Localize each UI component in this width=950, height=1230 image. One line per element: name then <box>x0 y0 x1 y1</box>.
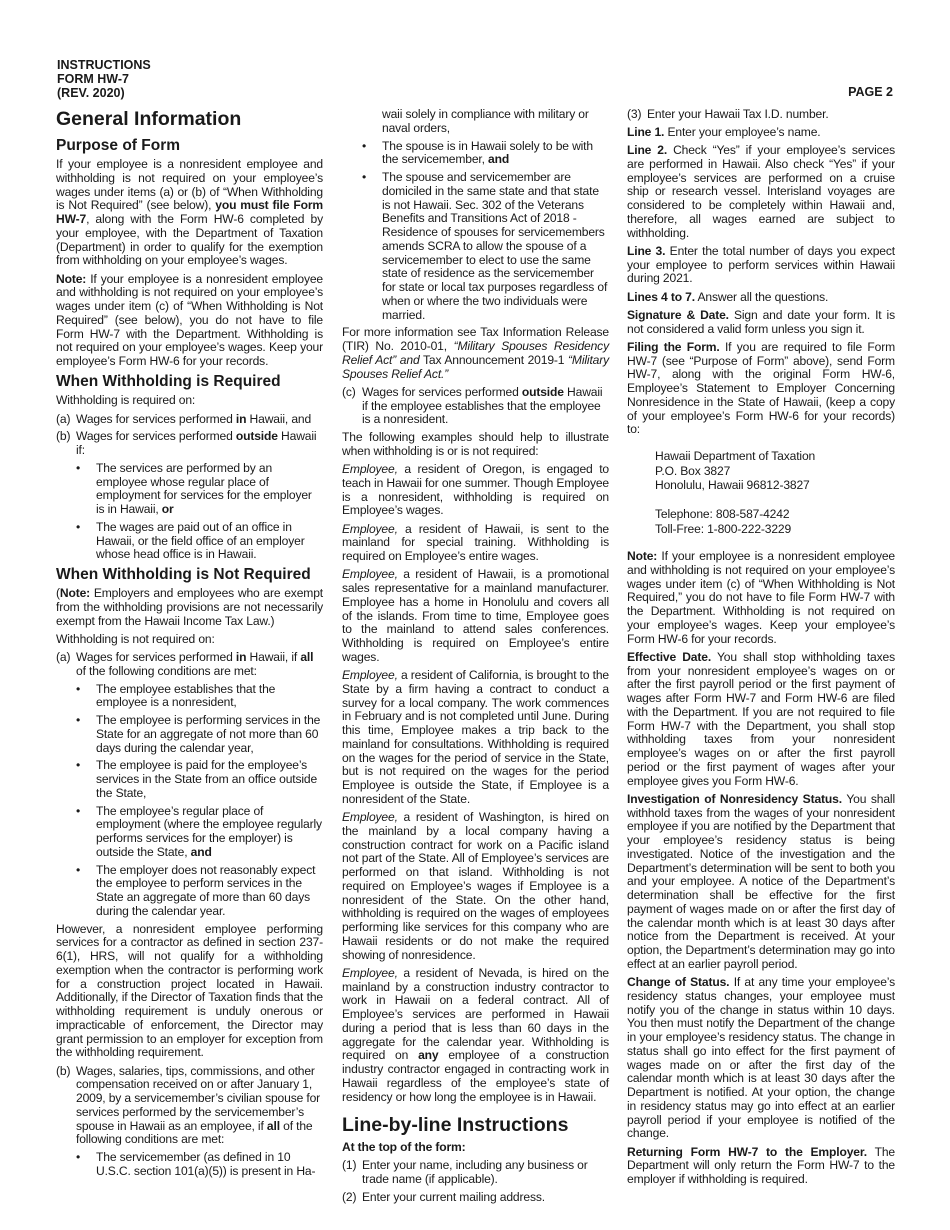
list-item: (2) Enter your current mailing address. <box>342 1189 545 1204</box>
line-1-instruction: Line 1. Enter your employee’s name. <box>627 124 821 139</box>
signature-instruction: Signature & Date. Sign and date your form. It is not considered a valid form unless you sign it. <box>627 307 895 336</box>
toll-free: Toll-Free: 1-800-222-3229 <box>655 521 792 536</box>
header-instructions: INSTRUCTIONS <box>57 58 151 72</box>
form-header <box>57 58 151 100</box>
change-of-status-paragraph: Change of Status. If at any time your employee’s residency status changes, your employee must notify you of the change in status within 10 days. You then must notify the Department of the change in your employee’s residency status. The change in status shall go into effect for the first payment of wages made on or after the first day of the calendar month which is at least 30 days after the Department is notified. At your option, the change in residency status may go into effect at an earlier payroll period if your employee is notified of the change. <box>627 975 895 1141</box>
column-3 <box>627 108 895 1191</box>
bullet-item: • The employee is paid for the employee’s services in the State from an office outside the State, <box>56 759 323 800</box>
example-paragraph: Employee, a resident of Hawaii, is a promotional sales representative for a mainland manufacturer. Employee has a home in Honolulu and covers all of the islands. From time to time, Employee goes to the mainland to attend sales conferences. Withholding is required on Employee’s entire wages. <box>342 567 609 664</box>
page-title: General Information <box>56 108 242 130</box>
example-paragraph: Employee, a resident of Nevada, is hired on the mainland by a construction industry contractor to work in Hawaii on a federal contract. All of Employee’s services are performed in Hawaii during a period that is less than 60 days in the aggregate for the calendar year. Withholding is required on any employee of a construction industry contractor engaged in contracting work in Hawaii regardless of the employee’s state of residency or how long the employee is in Hawaii. <box>342 965 609 1104</box>
bullet-continuation: waii solely in compliance with military or naval orders, <box>382 107 589 135</box>
list-item: (c) Wages for services performed outside Hawaii if the employee establishes that the employee is a nonresident. <box>342 384 603 427</box>
bullet-item: • The employer does not reasonably expect the employee to perform services in the State an aggregate of more than 60 days during the calendar year. <box>56 864 323 919</box>
header-form-number: FORM HW-7 <box>57 72 129 86</box>
list-item: (1) Enter your name, including any business or trade name (if applicable). <box>342 1158 588 1186</box>
column-2 <box>342 108 609 1208</box>
list-item: (3) Enter your Hawaii Tax I.D. number. <box>627 107 829 121</box>
purpose-heading: Purpose of Form <box>56 137 181 154</box>
withholding-required-heading: When Withholding is Required <box>56 373 281 391</box>
mailing-address <box>655 449 895 536</box>
telephone: Telephone: 808-587-4242 <box>655 507 790 521</box>
filing-instruction: Filing the Form. If you are required to file Form HW-7 (see “Purpose of Form” above), send Form HW-7, along with the original Form HW-6, Employee’s Statement to Employer Concerning Nonresidence in the State of Hawaii, (keep a copy of your employee’s Form HW-6 for your records) to: <box>627 339 895 437</box>
contractor-paragraph: However, a nonresident employee performing services for a contractor as defined in section 237-6(1), HRS, will not qualify for a withholding exemption when the contractor is performing work for a construction project located in Hawaii. Additionally, if the Director of Taxation finds that the withholding requirement is unduly onerous or impracticable of enforcement, the Director may grant permission to an employer for exception from the withholding requirement. <box>56 921 323 1060</box>
bullet-item: • The servicemember (as defined in 10 U.S.C. section 101(a)(5)) is present in Ha- <box>56 1151 323 1179</box>
bullet-item: • The spouse is in Hawaii solely to be with the servicemember, and <box>342 140 609 168</box>
list-item: (a) Wages for services performed in Hawaii, and <box>56 411 312 426</box>
address-line: Hawaii Department of Taxation <box>655 449 816 463</box>
example-paragraph: Employee, a resident of Hawaii, is sent to the mainland for special training. Withholding is required on Employee’s entire wages. <box>342 521 609 563</box>
withholding-not-required-intro: Withholding is not required on: <box>56 631 215 646</box>
bullet-item: • The wages are paid out of an office in Hawaii, or the field office of an employer whose head office is in Hawaii. <box>56 521 323 562</box>
withholding-required-intro: Withholding is required on: <box>56 393 196 408</box>
bullet-item: • The employee is performing services in the State for an aggregate of not more than 60 days during the calendar year, <box>56 714 323 755</box>
bullet-item: • The services are performed by an employee whose regular place of employment for services for the employer is in Hawaii, or <box>56 462 323 517</box>
purpose-paragraph: If your employee is a nonresident employee and withholding is not required on your employee’s wages under items (a) or (b) of “When Withholding is Not Required” (see below), you must file Form HW-7, along with the Form HW-6 completed by your employee, with the Department of Taxation (Department) in order to qualify for the exemption from withholding on your employee’s wages. <box>56 157 323 268</box>
tir-paragraph: For more information see Tax Information Release (TIR) No. 2010-01, “Military Spouses Residency Relief Act” and Tax Announcement 2019-1 “Military Spouses Relief Act.” <box>342 325 610 381</box>
list-item: (a) Wages for services performed in Hawaii, if all of the following conditions are met: <box>56 650 314 678</box>
investigation-paragraph: Investigation of Nonresidency Status. You shall withhold taxes from the wages of your nonresident employee if you are notified by the Department that your employee’s residency status is being investigated. Notice of the investigation and the Department’s determination will be sent to both you and your employee. A notice of the Department’s determination shall be effective for the first payment of wages made on or after the first day of the calendar month which is at least 30 days after notice from the Department is received. At your option, the Department’s determination may go into effect at an earlier payroll period. <box>627 791 895 971</box>
top-of-form-heading: At the top of the form: <box>342 1140 466 1155</box>
bullet-item: • The employee establishes that the employee is a nonresident, <box>56 683 323 711</box>
bullet-item: • The spouse and servicemember are domiciled in the same state and that state is not Hawaii. Sec. 302 of the Veterans Benefits and Transitions Act of 2018 - Residence of spouses for servicemembers amends SCRA to allow the spouse of a servicemember to elect to use the same state of residence as the servicemember for state or local tax purposes regardless of when or where the two individuals were married. <box>342 171 609 322</box>
returning-form-paragraph: Returning Form HW-7 to the Employer. The Department will only return the Form HW-7 to the employer if withholding is required. <box>627 1144 895 1186</box>
bullet-item: • The employee’s regular place of employment (where the employee regularly performs services for the employer) is outside the State, and <box>56 805 323 860</box>
note-paragraph: Note: If your employee is a nonresident employee and withholding is not required on your employee’s wages under item (c) of “When Withholding is Not Required,” you do not have to file Form HW-7 with the Department. Withholding is not required on your employee’s wages. Keep your employee’s Form HW-6 for your records. <box>627 549 895 646</box>
address-line: Honolulu, Hawaii 96812-3827 <box>655 478 810 492</box>
address-line: P.O. Box 3827 <box>655 463 731 478</box>
lines-4-7-instruction: Lines 4 to 7. Answer all the questions. <box>627 289 829 304</box>
line-2-instruction: Line 2. Check “Yes” if your employee’s services are performed in Hawaii. Also check “Yes” if your employee’s services are performed on a cruise ship or research vessel. Interisland voyages are considered to be completely within Hawaii and, therefore, all wages earned are subject to withholding. <box>627 143 895 240</box>
purpose-note: Note: If your employee is a nonresident employee and withholding is not required on your employee’s wages under item (c) of “When Withholding is Not Required” (see below), you do not have to file Form HW-7 with the Department. Withholding is not required on your employee’s wages. Keep your employee’s Form HW-6 for your records. <box>56 271 323 368</box>
page-number: PAGE 2 <box>848 85 893 99</box>
column-1 <box>56 108 323 1183</box>
list-item: (b) Wages for services performed outside Hawaii if: <box>56 429 317 457</box>
line-3-instruction: Line 3. Enter the total number of days you expect your employee to perform services within Hawaii during 2021. <box>627 243 895 286</box>
example-paragraph: Employee, a resident of Oregon, is engaged to teach in Hawaii for one summer. Though Employee is a nonresident, withholding is required on Employee’s wages. <box>342 462 609 518</box>
withholding-not-required-heading: When Withholding is Not Required <box>56 566 311 583</box>
example-paragraph: Employee, a resident of Washington, is hired on the mainland by a local company having a construction contract for work on a Pacific island not part of the State. All of Employee’s services are performed on that island. Withholding is not required on Employee’s wages if Employee is a nonresident of the State. On the other hand, withholding is required on the wages of employees performing like services for this company who are Hawaii residents or do not make the required showing of nonresidence. <box>342 810 609 962</box>
list-item: (b) Wages, salaries, tips, commissions, and other compensation received on or after January 1, 2009, by a servicemember’s civilian spouse for services performed by the servicemember’s spouse in Hawaii as an employee, if all of the following conditions are met: <box>56 1063 321 1147</box>
examples-intro: The following examples should help to illustrate when withholding is or is not required: <box>342 430 609 458</box>
effective-date-paragraph: Effective Date. You shall stop withholding taxes from your nonresident employee’s wages on or after the first payroll period or the first payment of wages after Form HW-7 and Form HW-6 are filed with the Department. If you are not required to file Form HW-7 with the Department, you shall stop withholding taxes from your nonresident employee’s wages on or after the first payroll period or the first payment of wages after your employee gives you Form HW-6. <box>627 649 895 788</box>
line-by-line-heading: Line-by-line Instructions <box>342 1114 569 1137</box>
exempt-note: (Note: Employers and employees who are exempt from the withholding provisions are not necessarily exempt from the Hawaii Income Tax Law.) <box>56 586 323 628</box>
example-paragraph: Employee, a resident of California, is brought to the State by a firm having a contract to conduct a survey for a local company. The work commences in February and is not completed until June. During this time, Employee makes a trip back to the mainland for consultations. Withholding is required on the wages for the period of service in the State, but is not required on the wages for the period Employee is outside the State, if Employee is a nonresident of the State. <box>342 668 610 806</box>
header-revision: (REV. 2020) <box>57 86 125 100</box>
